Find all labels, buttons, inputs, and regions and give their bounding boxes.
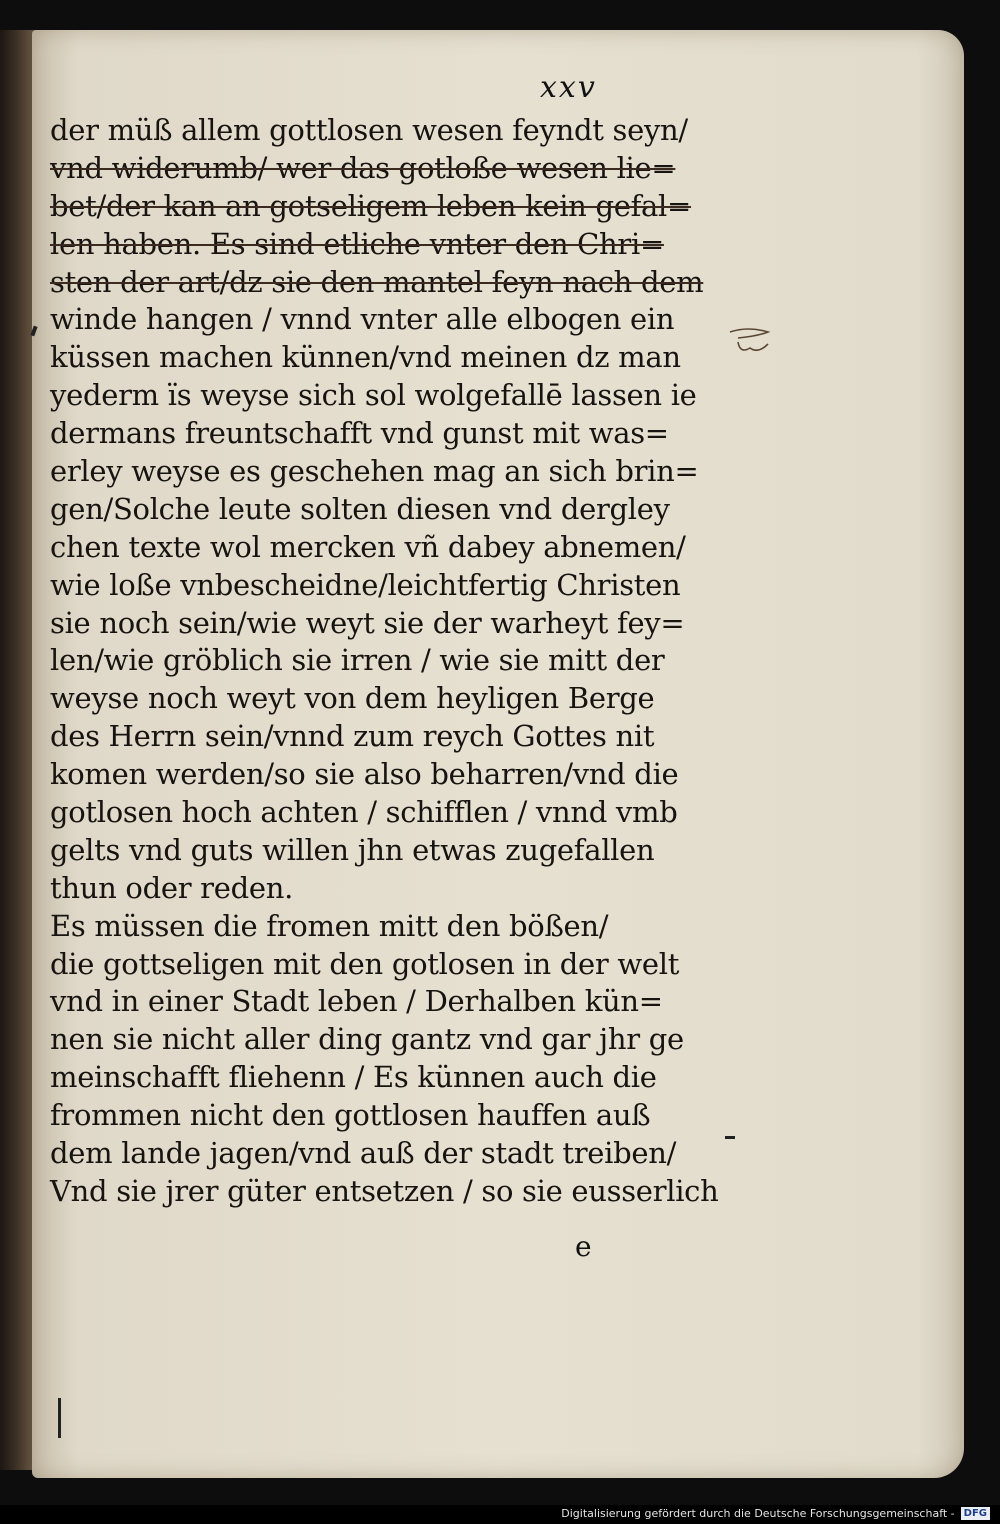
text-line: Es müssen die fromen mitt den bößen/: [50, 908, 609, 943]
text-line: dermans freuntschafft vnd gunst mit was=: [50, 416, 669, 451]
text-line: sten der art/dz sie den mantel feyn nach dem: [50, 264, 704, 299]
text-line: bet/der kan an gotseligem leben kein gefal=: [50, 188, 692, 223]
marginal-annotation-icon: [728, 318, 776, 358]
text-block: [50, 112, 719, 1211]
text-line: meinschafft fliehenn / Es künnen auch die: [50, 1060, 657, 1095]
text-line: vnd in einer Stadt leben / Derhalben kün=: [50, 984, 663, 1019]
text-line: yederm ïs weyse sich sol wolgefallē lassen ie: [50, 378, 697, 413]
text-line: vnd widerumb/ wer das gotloße wesen lie=: [50, 150, 676, 185]
text-line: dem lande jagen/vnd auß der stadt treiben/: [50, 1136, 677, 1171]
text-line: thun oder reden.: [50, 870, 294, 905]
text-line: gen/Solche leute solten diesen vnd dergley: [50, 491, 670, 526]
text-line: sie noch sein/wie weyt sie der warheyt fey=: [50, 605, 685, 640]
text-line: weyse noch weyt von dem heyligen Berge: [50, 681, 655, 716]
text-line: len haben. Es sind etliche vnter den Chri=: [50, 226, 664, 261]
text-line: Vnd sie jrer güter entsetzen / so sie eusserlich: [50, 1173, 719, 1208]
text-line: wie loße vnbescheidne/leichtfertig Christen: [50, 567, 681, 602]
text-line: komen werden/so sie also beharren/vnd die: [50, 757, 679, 792]
footer-credit: [561, 1504, 990, 1522]
text-line: frommen nicht den gottlosen hauffen auß: [50, 1098, 651, 1133]
text-line: die gottseligen mit den gotlosen in der welt: [50, 946, 680, 981]
footer-credit-text: Digitalisierung gefördert durch die Deutsche Forschungsgemeinschaft -: [561, 1506, 955, 1520]
dfg-logo: DFG: [961, 1507, 990, 1520]
margin-bar: [58, 1398, 61, 1438]
text-line: nen sie nicht aller ding gantz vnd gar jhr ge: [50, 1022, 684, 1057]
text-line: erley weyse es geschehen mag an sich brin=: [50, 454, 699, 489]
text-line: des Herrn sein/vnnd zum reych Gottes nit: [50, 719, 655, 754]
text-line: gotlosen hoch achten / schifflen / vnnd vmb: [50, 795, 678, 830]
foliation-number: xxv: [540, 70, 597, 105]
text-line: küssen machen künnen/vnd meinen dz man: [50, 340, 681, 375]
text-line: gelts vnd guts willen jhn etwas zugefallen: [50, 832, 655, 867]
text-line: winde hangen / vnnd vnter alle elbogen ein: [50, 302, 675, 337]
text-line: chen texte wol mercken vñ dabey abnemen/: [50, 529, 686, 564]
text-line: der müß allem gottlosen wesen feyndt seyn/: [50, 113, 688, 147]
signature-mark: e: [575, 1230, 592, 1263]
margin-dash: [725, 1136, 735, 1139]
text-line: len/wie gröblich sie irren / wie sie mitt der: [50, 643, 665, 678]
